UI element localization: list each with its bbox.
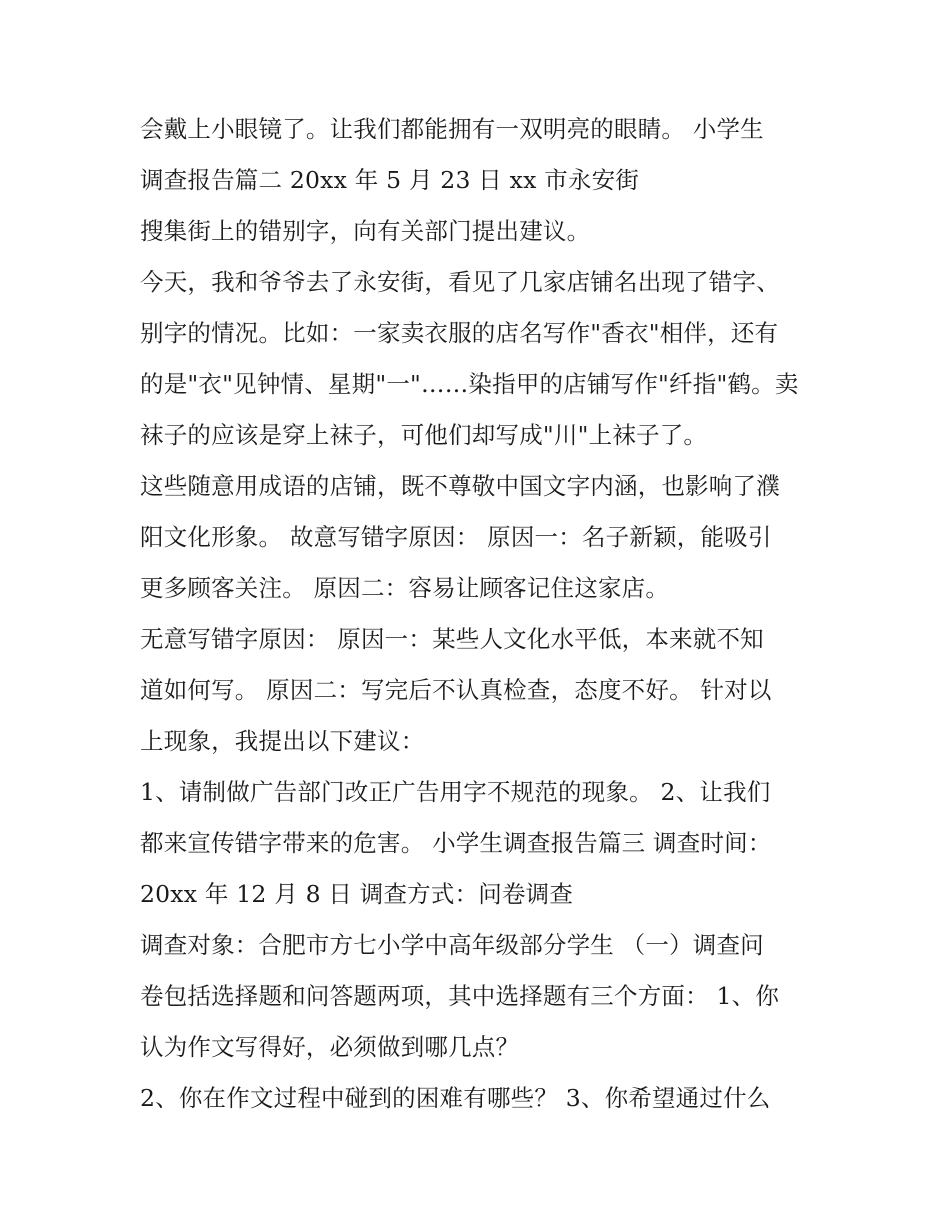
text-line-12: 道如何写。 原因二：写完后不认真检查，态度不好。 针对以 [140,676,772,704]
text-line-7: 袜子的应该是穿上袜子，可他们却写成"川"上袜子了。 [140,421,708,449]
text-line-6: 的是"衣"见钟情、星期"一"……染指甲的店铺写作"纤指"鹤。卖 [140,370,799,398]
text-line-19: 认为作文写得好，必须做到哪几点？ [140,1033,520,1061]
text-line-3: 搜集街上的错别字，向有关部门提出建议。 [140,217,591,245]
text-line-11: 无意写错字原因： 原因一：某些人文化水平低，本来就不知 [140,625,764,653]
text-line-2: 调查报告篇二 20xx 年 5 月 23 日 xx 市永安街 [140,166,640,194]
text-line-17: 调查对象：合肥市方七小学中高年级部分学生 （一）调查问 [140,931,764,959]
text-line-14: 1、请制做广告部门改正广告用字不规范的现象。 2、让我们 [140,778,771,806]
text-line-16: 20xx 年 12 月 8 日 调查方式：问卷调查 [140,880,574,908]
text-line-1: 会戴上小眼镜了。让我们都能拥有一双明亮的眼睛。 小学生 [140,115,764,143]
text-line-5: 别字的情况。比如：一家卖衣服的店名写作"香衣"相伴，还有 [140,319,779,347]
text-line-18: 卷包括选择题和问答题两项，其中选择题有三个方面： 1、你 [140,982,780,1010]
text-line-8: 这些随意用成语的店铺，既不尊敬中国文字内涵，也影响了濮 [140,472,780,500]
text-line-9: 阳文化形象。 故意写错字原因： 原因一：名子新颖，能吸引 [140,523,772,551]
text-line-10: 更多顾客关注。 原因二：容易让顾客记住这家店。 [140,574,670,602]
text-line-15: 都来宣传错字带来的危害。 小学生调查报告篇三 调查时间： [140,829,772,857]
text-line-4: 今天，我和爷爷去了永安街，看见了几家店铺名出现了错字、 [140,268,780,296]
text-line-20: 2、你在作文过程中碰到的困难有哪些？ 3、你希望通过什么 [140,1084,771,1112]
text-line-13: 上现象，我提出以下建议： [140,727,425,755]
